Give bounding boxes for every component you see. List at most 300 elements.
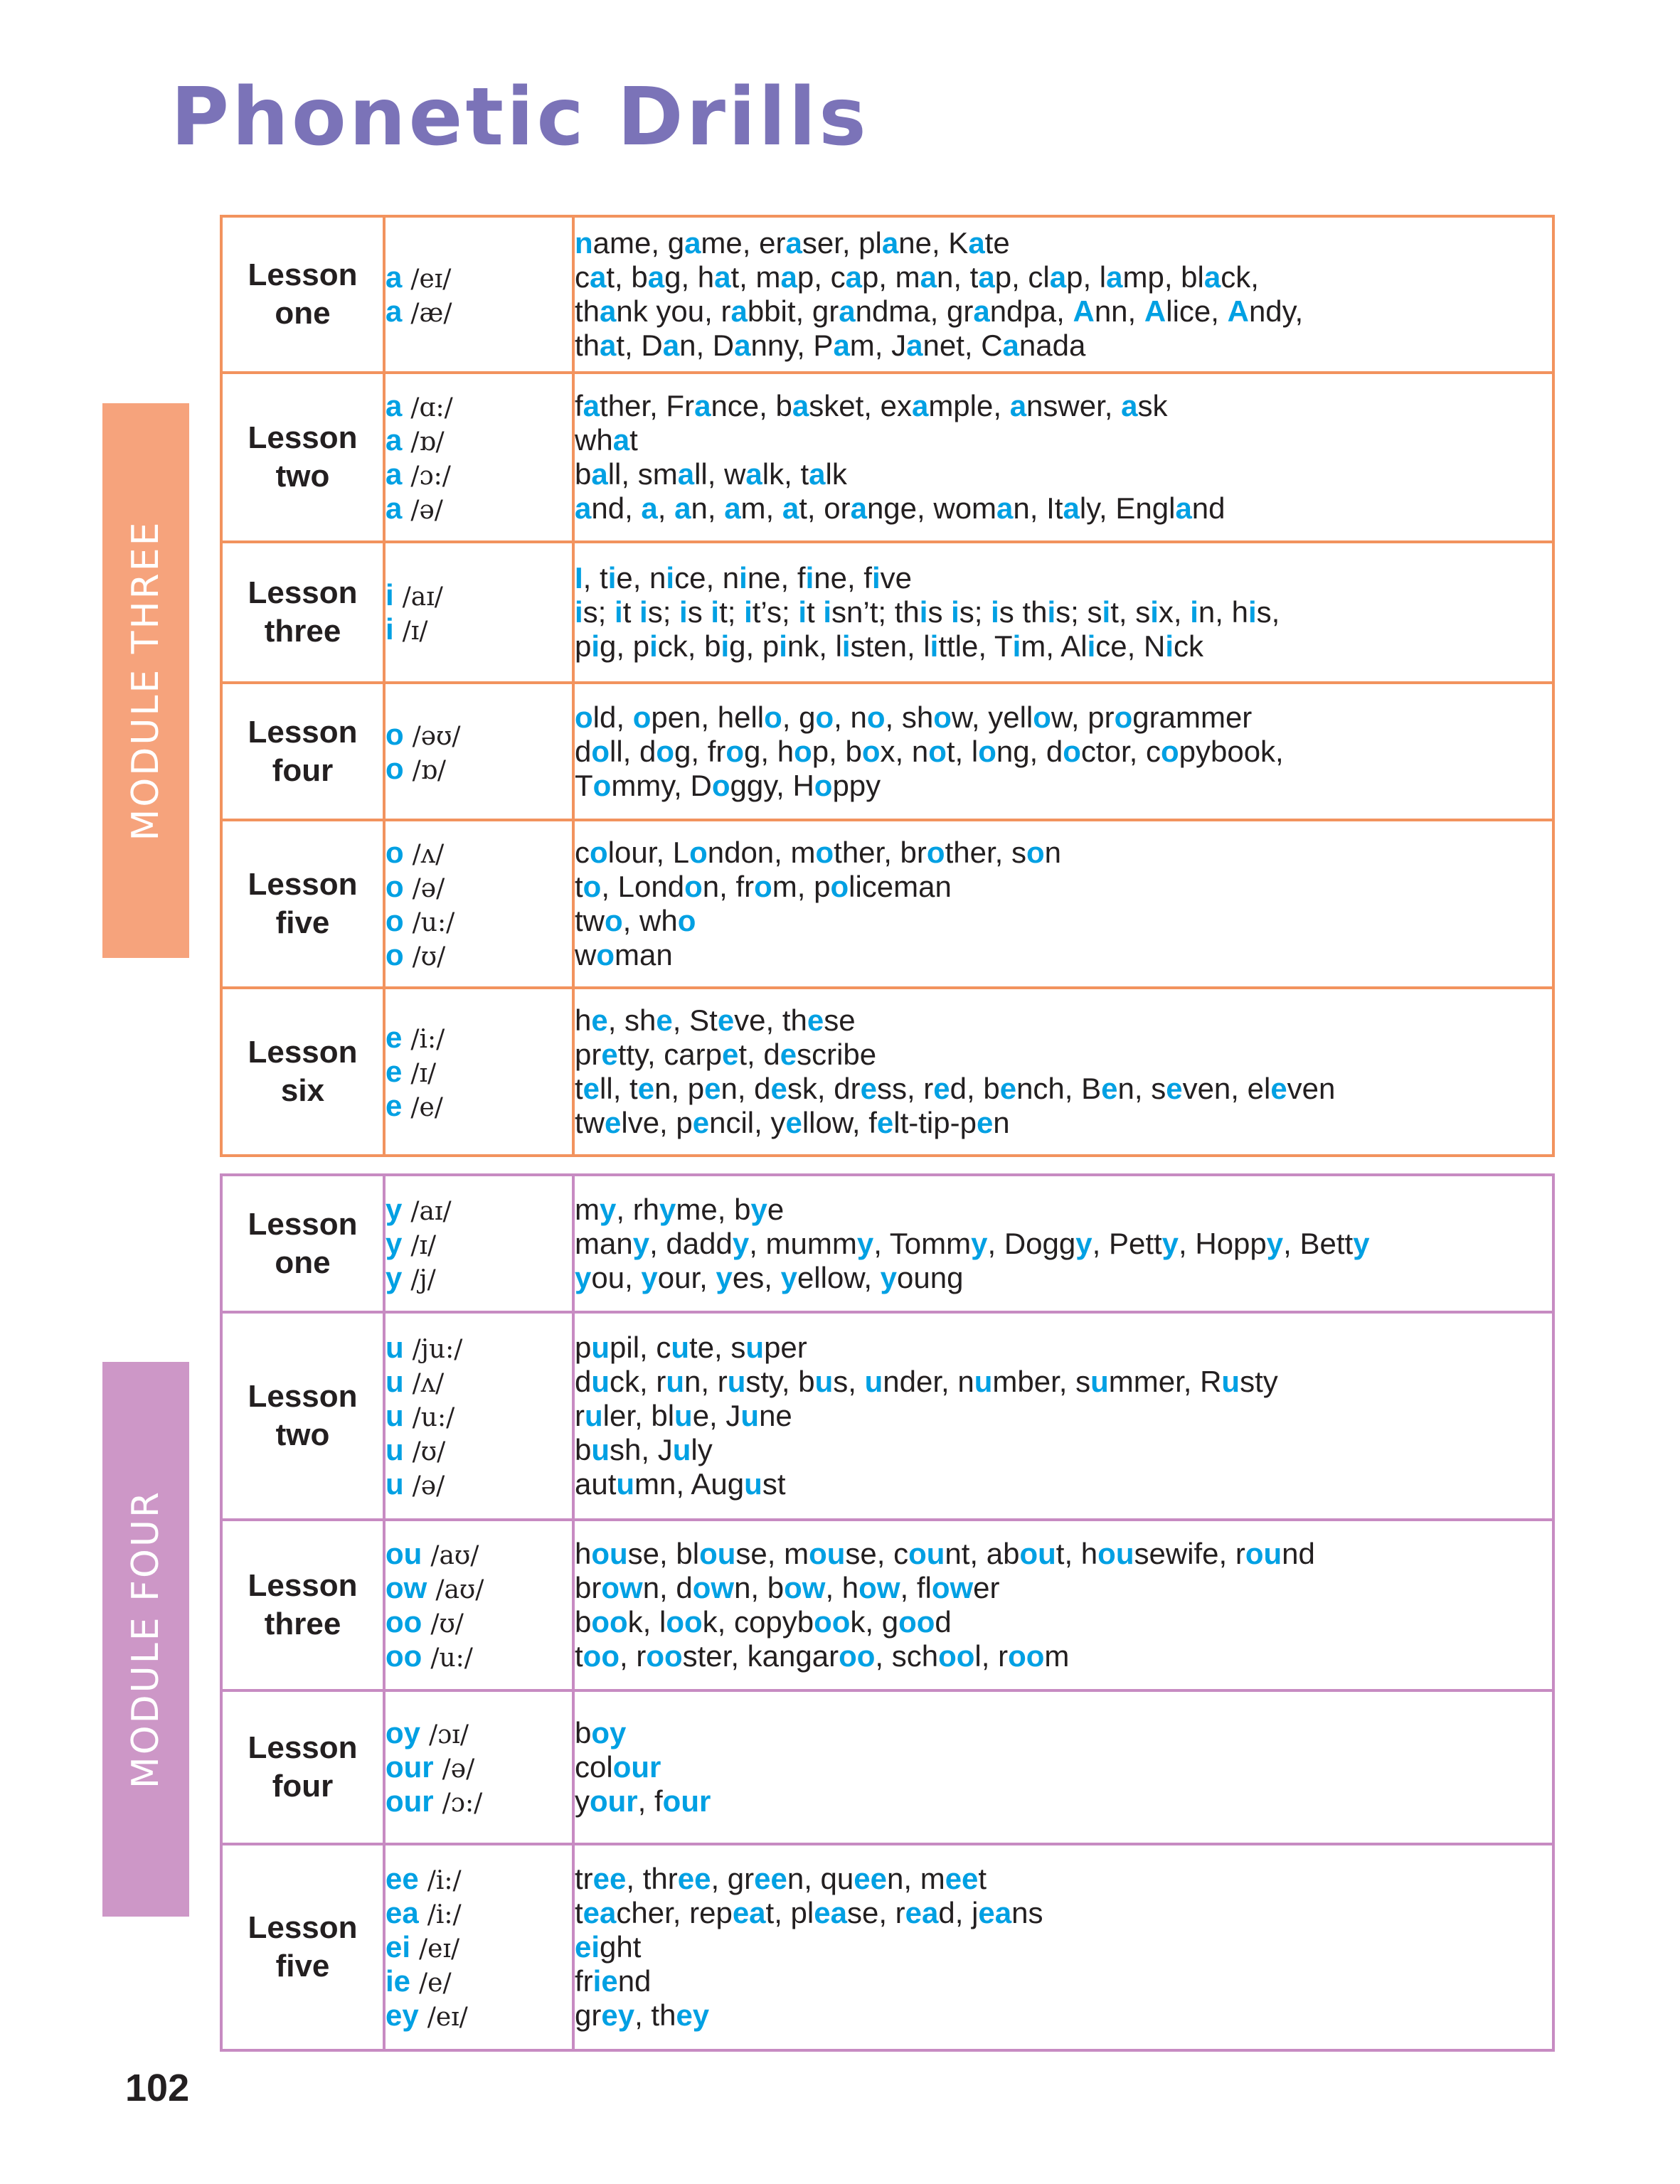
sound-ipa: /ə/ [410,496,443,525]
lesson-name-word: five [275,1949,330,1983]
highlighted-letters: a [850,491,867,525]
module-three-label: MODULE THREE [124,520,167,841]
highlighted-letters: e [583,1072,600,1105]
sound-ipa: /ɒ/ [410,427,445,457]
highlighted-letters: i [1165,629,1174,663]
highlighted-letters: a [1002,329,1019,362]
sound-item [386,294,572,329]
highlighted-letters: u [591,1433,610,1466]
highlighted-letters: ou [809,1537,846,1570]
highlighted-letters: i [1012,629,1021,663]
lesson-name [221,542,384,683]
highlighted-letters: o [814,768,833,802]
highlighted-letters: i [679,595,688,629]
lesson-row [221,216,1553,373]
sound-item [386,578,572,612]
highlighted-letters: u [974,1365,993,1398]
highlighted-letters: i [798,595,807,629]
module-four-table [220,1173,1555,2052]
sound-ipa: /u:/ [430,1644,473,1673]
highlighted-letters: y [780,1260,797,1294]
sound-list [384,1520,573,1690]
highlighted-letters: i [919,595,928,629]
sound-item [386,1930,572,1964]
highlighted-letters: u [814,1365,834,1398]
highlighted-letters: e [704,1072,721,1105]
sound-ipa: /eɪ/ [427,2003,468,2032]
highlighted-letters: i [575,595,583,629]
highlighted-letters: a [845,260,862,294]
lesson-row [221,820,1553,988]
highlighted-letters: ow [601,1571,643,1604]
sound-letters: y [386,1226,403,1260]
highlighted-letters: oo [839,1639,876,1673]
highlighted-letters: a [647,260,665,294]
highlighted-letters: a [881,226,899,260]
lesson-row [221,988,1553,1156]
highlighted-letters: I [575,561,583,595]
lesson-name [221,1175,384,1312]
highlighted-letters: a [724,491,741,525]
lesson-name [221,683,384,820]
word-line: Tommy, Doggy, Hoppy [575,768,881,802]
word-line: brown, down, bow, how, flower [575,1571,1000,1604]
sound-letters: oo [386,1639,422,1673]
sound-item [386,1862,572,1896]
highlighted-letters: a [674,491,691,525]
sound-item [386,1784,572,1818]
sound-ipa: /ju:/ [412,1335,463,1364]
highlighted-letters: y [750,1192,767,1226]
sound-ipa: /ɑ:/ [410,393,453,422]
page-title: Phonetic Drills [171,71,869,164]
highlighted-letters: ou [699,1537,736,1570]
sound-letters: our [386,1784,434,1818]
word-line: colour, London, mother, brother, son [575,836,1061,869]
highlighted-letters: y [575,1260,592,1294]
word-line: too, rooster, kangaroo, school, room [575,1639,1070,1673]
lesson-name [221,216,384,373]
word-line: what [575,423,638,457]
sound-item [386,1896,572,1930]
highlighted-letters: ey [601,1998,635,2032]
sound-ipa: /aɪ/ [410,1196,452,1226]
word-line: your, four [575,1784,711,1818]
sound-ipa: /e/ [410,1093,443,1122]
word-line: old, open, hello, go, no, show, yellow, programmer [575,700,1253,734]
sound-letters: ea [386,1896,419,1929]
sound-item [386,1716,572,1750]
sound-item [386,1331,572,1365]
sound-ipa: /u:/ [412,1403,455,1432]
highlighted-letters: a [590,260,607,294]
sound-list [384,1175,573,1312]
highlighted-letters: u [745,1331,765,1364]
highlighted-letters: a [714,260,731,294]
highlighted-letters: a [694,389,711,422]
highlighted-letters: ee [945,1862,979,1895]
word-line: eight [575,1930,642,1964]
highlighted-letters: e [860,1072,877,1105]
highlighted-letters: y [1266,1226,1284,1260]
lesson-name-word: Lesson [248,867,358,902]
word-line: he, she, Steve, these [575,1003,856,1037]
sound-letters: oo [386,1605,422,1639]
sound-ipa: /ɔɪ/ [429,1720,469,1749]
highlighted-letters: y [716,1260,733,1294]
lesson-name [221,1844,384,2050]
highlighted-letters: o [583,870,602,903]
highlighted-letters: o [605,904,623,937]
highlighted-letters: ou [1019,1537,1056,1570]
sound-ipa: /j/ [410,1264,436,1294]
highlighted-letters: ie [592,1964,618,1998]
highlighted-letters: a [612,423,630,457]
sound-ipa: /ʊ/ [430,1609,464,1639]
sound-item [386,1467,572,1501]
highlighted-letters: i [591,629,600,663]
highlighted-letters: e [976,1106,994,1139]
sound-item [386,612,572,646]
highlighted-letters: i [607,561,617,595]
highlighted-letters: u [740,1399,760,1432]
highlighted-letters: ei [575,1930,600,1964]
highlighted-letters: a [1106,260,1123,294]
lesson-name-word: four [272,752,334,788]
highlighted-letters: ea [814,1896,847,1929]
sound-ipa: /ʊ/ [412,942,446,971]
lesson-name-word: two [275,1417,330,1452]
sound-item [386,423,572,457]
sound-item [386,1639,572,1673]
highlighted-letters: a [833,329,850,362]
lesson-name-word: one [275,296,331,331]
sound-ipa: /i:/ [410,1025,445,1054]
highlighted-letters: a [600,329,617,362]
highlighted-letters: e [656,1003,673,1037]
highlighted-letters: a [792,389,809,422]
highlighted-letters: oo [583,1639,620,1673]
highlighted-letters: y [880,1260,898,1294]
sound-ipa: /ə/ [442,1754,475,1784]
highlighted-letters: e [637,1072,655,1105]
sound-item [386,1365,572,1399]
highlighted-letters: a [920,260,937,294]
highlighted-letters: i [823,595,832,629]
sound-item [386,1571,572,1605]
sound-letters: ie [386,1964,411,1998]
highlighted-letters: o [575,700,593,734]
sound-list [384,216,573,373]
highlighted-letters: a [973,294,990,328]
module-three-table [220,215,1555,1157]
highlighted-letters: ey [676,1998,710,2032]
sound-letters: i [386,578,394,612]
sound-ipa: /i:/ [427,1866,462,1895]
sound-letters: o [386,870,404,903]
highlighted-letters: u [671,1331,690,1364]
lesson-name-word: Lesson [248,420,358,455]
sound-ipa: /ɔ:/ [442,1789,483,1818]
word-line: tell, ten, pen, desk, dress, red, bench, Ben, seven, eleven [575,1072,1336,1105]
highlighted-letters: o [764,700,782,734]
module-four-tab [102,1362,189,1917]
highlighted-letters: u [591,1365,610,1398]
highlighted-letters: ow [692,1571,735,1604]
highlighted-letters: e [591,1003,608,1037]
word-line: is; it is; is it; it’s; it isn’t; this is; is this; sit, six, in, his, [575,595,1280,629]
highlighted-letters: a [996,491,1014,525]
sound-ipa: /ə/ [412,1471,445,1501]
example-words [573,1690,1553,1844]
word-line: to, London, from, policeman [575,870,952,903]
highlighted-letters: i [711,595,720,629]
sound-ipa: /aɪ/ [402,582,443,612]
example-words [573,216,1553,373]
highlighted-letters: a [662,329,680,362]
highlighted-letters: i [615,595,623,629]
sound-letters: i [386,612,394,646]
highlighted-letters: y [1353,1226,1370,1260]
highlighted-letters: A [1227,294,1249,328]
highlighted-letters: u [674,1399,693,1432]
highlighted-letters: o [1063,734,1081,768]
highlighted-letters: o [656,734,675,768]
sound-letters: a [386,457,403,491]
sound-letters: u [386,1365,404,1398]
highlighted-letters: ow [858,1571,900,1604]
highlighted-letters: ea [583,1896,617,1929]
lesson-name-word: one [275,1245,331,1280]
highlighted-letters: e [1101,1072,1118,1105]
sound-list [384,1312,573,1520]
lesson-row [221,542,1553,683]
highlighted-letters: ou [908,1537,945,1570]
sound-letters: u [386,1399,404,1432]
lesson-name-word: Lesson [248,1910,358,1945]
word-line: that, Dan, Danny, Pam, Janet, Canada [575,329,1086,362]
lesson-name [221,373,384,542]
sound-letters: ey [386,1998,419,2032]
sound-ipa: /ɔ:/ [410,462,451,491]
highlighted-letters: a [1009,389,1027,422]
lesson-name-word: four [272,1769,334,1804]
highlighted-letters: ou [591,1537,628,1570]
sound-letters: e [386,1089,403,1122]
sound-ipa: /eɪ/ [419,1934,460,1964]
lesson-name [221,1520,384,1690]
lesson-name [221,1312,384,1520]
highlighted-letters: ee [754,1862,787,1895]
example-words [573,1312,1553,1520]
highlighted-letters: i [721,629,730,663]
highlighted-letters: o [677,904,696,937]
word-line: ball, small, walk, talk [575,457,847,491]
highlighted-letters: our [612,1750,661,1784]
highlighted-letters: e [1166,1072,1183,1105]
sound-item [386,260,572,294]
sound-letters: ee [386,1862,419,1895]
sound-item [386,1089,572,1123]
word-line: grey, they [575,1998,710,2032]
sound-letters: o [386,904,404,937]
sound-ipa: /ʌ/ [412,840,445,869]
example-words [573,1520,1553,1690]
word-line: my, rhyme, bye [575,1192,785,1226]
highlighted-letters: a [809,457,826,491]
sound-list [384,542,573,683]
highlighted-letters: o [794,734,812,768]
sound-list [384,1690,573,1844]
sound-letters: ei [386,1930,411,1964]
word-line: tree, three, green, queen, meet [575,1862,987,1895]
highlighted-letters: i [841,629,851,663]
highlighted-letters: i [649,629,658,663]
word-line: name, game, eraser, plane, Kate [575,226,1010,260]
example-words [573,683,1553,820]
word-line: pupil, cute, super [575,1331,807,1364]
highlighted-letters: ow [784,1571,826,1604]
highlighted-letters: y [632,1226,650,1260]
highlighted-letters: i [1102,595,1111,629]
highlighted-letters: i [779,629,787,663]
highlighted-letters: a [1121,389,1138,422]
example-words [573,542,1553,683]
highlighted-letters: a [1063,491,1080,525]
highlighted-letters: o [978,734,996,768]
sound-letters: a [386,389,403,422]
highlighted-letters: n [575,226,593,260]
highlighted-letters: i [1047,595,1056,629]
highlighted-letters: u [864,1365,883,1398]
word-line: I, tie, nice, nine, fine, five [575,561,912,595]
highlighted-letters: a [782,491,799,525]
sound-letters: o [386,836,404,869]
page-number: 102 [125,2067,190,2109]
sound-item [386,904,572,938]
sound-item [386,1433,572,1467]
highlighted-letters: a [1049,260,1067,294]
word-line: pig, pick, big, pink, listen, little, Tim, Alice, Nick [575,629,1203,663]
highlighted-letters: o [754,870,772,903]
highlighted-letters: o [933,700,952,734]
lesson-row [221,1175,1553,1312]
highlighted-letters: i [1190,595,1198,629]
sound-item [386,1399,572,1433]
word-line: woman [575,938,673,971]
highlighted-letters: i [639,595,648,629]
sound-item [386,1998,572,2033]
highlighted-letters: e [780,1038,797,1071]
highlighted-letters: o [592,768,612,802]
highlighted-letters: oo [938,1639,975,1673]
sound-item [386,1021,572,1055]
highlighted-letters: i [1150,595,1159,629]
highlighted-letters: o [632,700,652,734]
highlighted-letters: oo [814,1605,851,1639]
highlighted-letters: o [1033,700,1051,734]
sound-letters: a [386,491,403,525]
lesson-name-word: Lesson [248,1206,358,1242]
highlighted-letters: a [780,260,797,294]
lesson-row [221,1312,1553,1520]
sound-letters: e [386,1021,403,1054]
highlighted-letters: y [659,1192,676,1226]
highlighted-letters: y [600,1192,617,1226]
highlighted-letters: ee [854,1862,887,1895]
highlighted-letters: oy [591,1716,627,1749]
highlighted-letters: e [785,1106,802,1139]
highlighted-letters: our [662,1784,711,1818]
sound-item [386,870,572,904]
sound-letters: o [386,751,404,785]
sound-item [386,1605,572,1639]
lesson-name-word: three [264,1607,341,1641]
sound-item [386,1193,572,1227]
highlighted-letters: a [583,389,600,422]
sound-letters: our [386,1750,434,1784]
sound-item [386,457,572,491]
highlighted-letters: e [807,1003,824,1037]
lesson-row [221,373,1553,542]
highlighted-letters: o [596,938,615,971]
highlighted-letters: ee [677,1862,711,1895]
sound-item [386,718,572,752]
highlighted-letters: e [933,1072,950,1105]
lesson-name [221,988,384,1156]
highlighted-letters: ea [978,1896,1012,1929]
highlighted-letters: u [1221,1365,1240,1398]
word-line: doll, dog, frog, hop, box, not, long, doctor, copybook, [575,734,1284,768]
sound-ipa: /e/ [419,1969,452,1998]
highlighted-letters: u [727,1365,746,1398]
highlighted-letters: y [641,1260,658,1294]
lesson-name-word: Lesson [248,714,358,750]
highlighted-letters: a [575,491,592,525]
lesson-name [221,1690,384,1844]
highlighted-letters: e [605,1106,622,1139]
example-words [573,1844,1553,2050]
highlighted-letters: o [861,734,881,768]
lesson-name-word: three [264,614,341,649]
highlighted-letters: a [968,226,985,260]
highlighted-letters: y [732,1226,750,1260]
sound-letters: y [386,1260,403,1294]
highlighted-letters: ee [592,1862,627,1895]
highlighted-letters: ea [905,1896,939,1929]
highlighted-letters: u [744,1467,762,1501]
sound-letters: a [386,260,403,294]
sound-list [384,988,573,1156]
example-words [573,988,1553,1156]
highlighted-letters: ea [732,1896,766,1929]
sound-list [384,373,573,542]
highlighted-letters: A [1073,294,1095,328]
highlighted-letters: e [999,1072,1017,1105]
word-line: thank you, rabbit, grandma, grandpa, Ann, Alice, Andy, [575,294,1304,328]
example-words [573,373,1553,542]
sound-list [384,683,573,820]
highlighted-letters: i [930,629,939,663]
highlighted-letters: oo [898,1605,935,1639]
highlighted-letters: a [591,457,608,491]
sound-list [384,1844,573,2050]
example-words [573,1175,1553,1312]
sound-item [386,1055,572,1089]
highlighted-letters: e [770,1072,787,1105]
sound-letters: ow [386,1571,427,1604]
highlighted-letters: o [725,734,745,768]
